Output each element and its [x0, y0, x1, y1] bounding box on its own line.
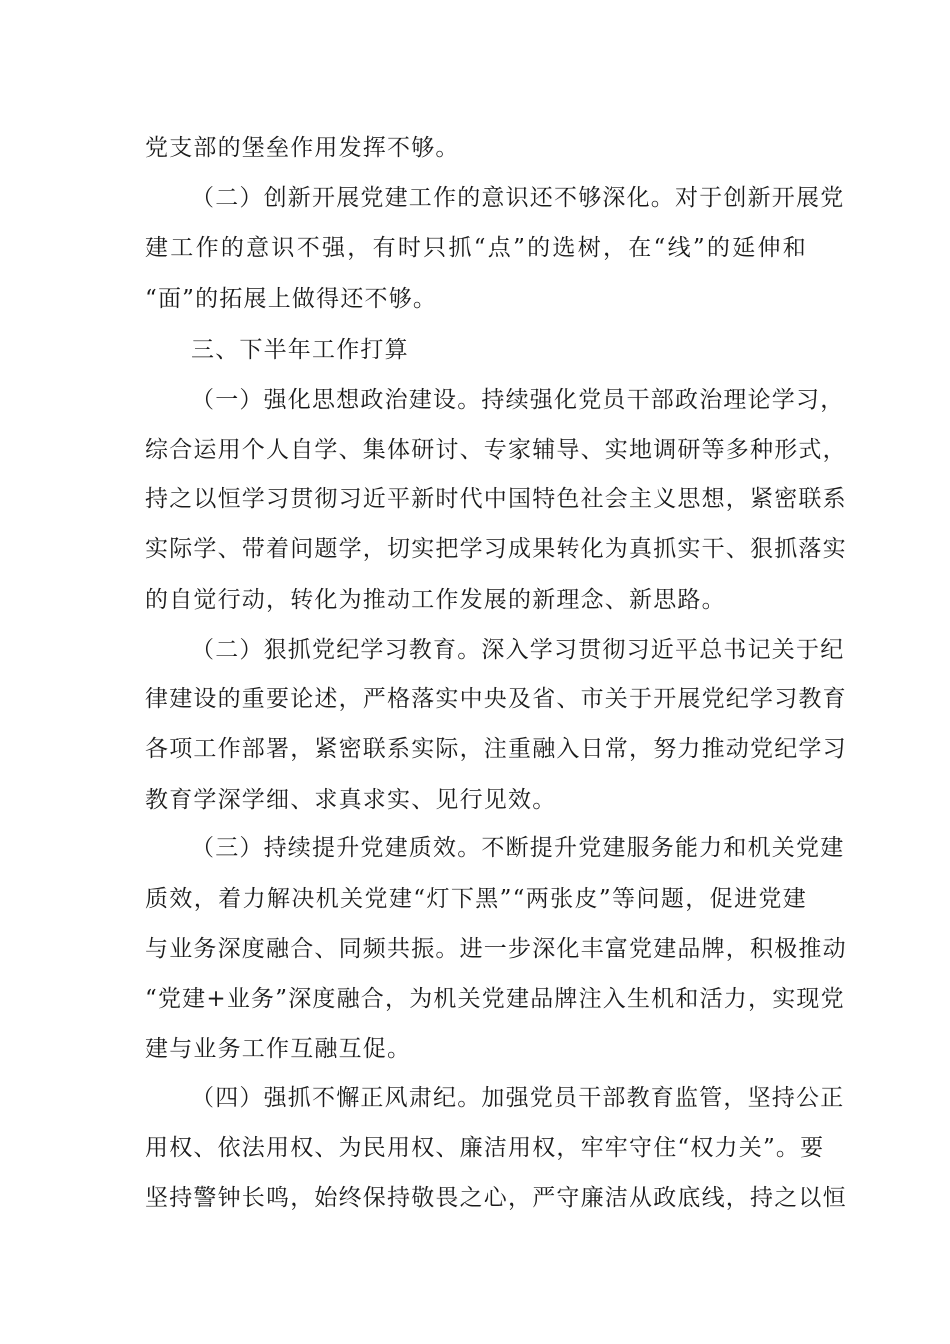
text-line: 实际学、带着问题学，切实把学习成果转化为真抓实干、狠抓落实: [145, 536, 847, 562]
text-line: （四）强抓不懈正风肃纪。加强党员干部教育监管，坚持公正: [191, 1085, 845, 1111]
text-line: 建工作的意识不强，有时只抓“点”的选树，在“线”的延伸和: [145, 235, 807, 261]
text-line: 教育学深学细、求真求实、见行见效。: [145, 787, 557, 813]
text-line: （三）持续提升党建质效。不断提升党建服务能力和机关党建: [191, 835, 845, 861]
text-line: 综合运用个人自学、集体研讨、专家辅导、实地调研等多种形式，: [145, 437, 847, 463]
text-line: 党支部的堡垒作用发挥不够。: [145, 135, 460, 161]
text-line: 的自觉行动，转化为推动工作发展的新理念、新思路。: [145, 587, 726, 613]
text-line: （一）强化思想政治建设。持续强化党员干部政治理论学习，: [191, 387, 845, 413]
text-line: 律建设的重要论述，严格落实中央及省、市关于开展党纪学习教育: [145, 686, 847, 712]
text-line: 各项工作部署，紧密联系实际，注重融入日常，努力推动党纪学习: [145, 736, 847, 762]
text-line: “党建+业务”深度融合，为机关党建品牌注入生机和活力，实现党: [145, 986, 845, 1012]
text-line: 质效，着力解决机关党建“灯下黑”“两张皮”等问题，促进党建: [145, 886, 807, 912]
text-line: “面”的拓展上做得还不够。: [145, 286, 438, 312]
text-line: 坚持警钟长鸣，始终保持敬畏之心，严守廉洁从政底线，持之以恒: [145, 1185, 847, 1211]
text-line: 用权、依法用权、为民用权、廉洁用权，牢牢守住“权力关”。要: [145, 1135, 825, 1161]
text-line: 与业务深度融合、同频共振。进一步深化丰富党建品牌，积极推动: [145, 936, 847, 962]
text-line: （二）狠抓党纪学习教育。深入学习贯彻习近平总书记关于纪: [191, 637, 845, 663]
section-heading: 三、下半年工作打算: [191, 337, 409, 363]
text-line: （二）创新开展党建工作的意识还不够深化。对于创新开展党: [191, 185, 845, 211]
text-line: 建与业务工作互融互促。: [145, 1036, 412, 1062]
text-line: 持之以恒学习贯彻习近平新时代中国特色社会主义思想，紧密联系: [145, 486, 847, 512]
